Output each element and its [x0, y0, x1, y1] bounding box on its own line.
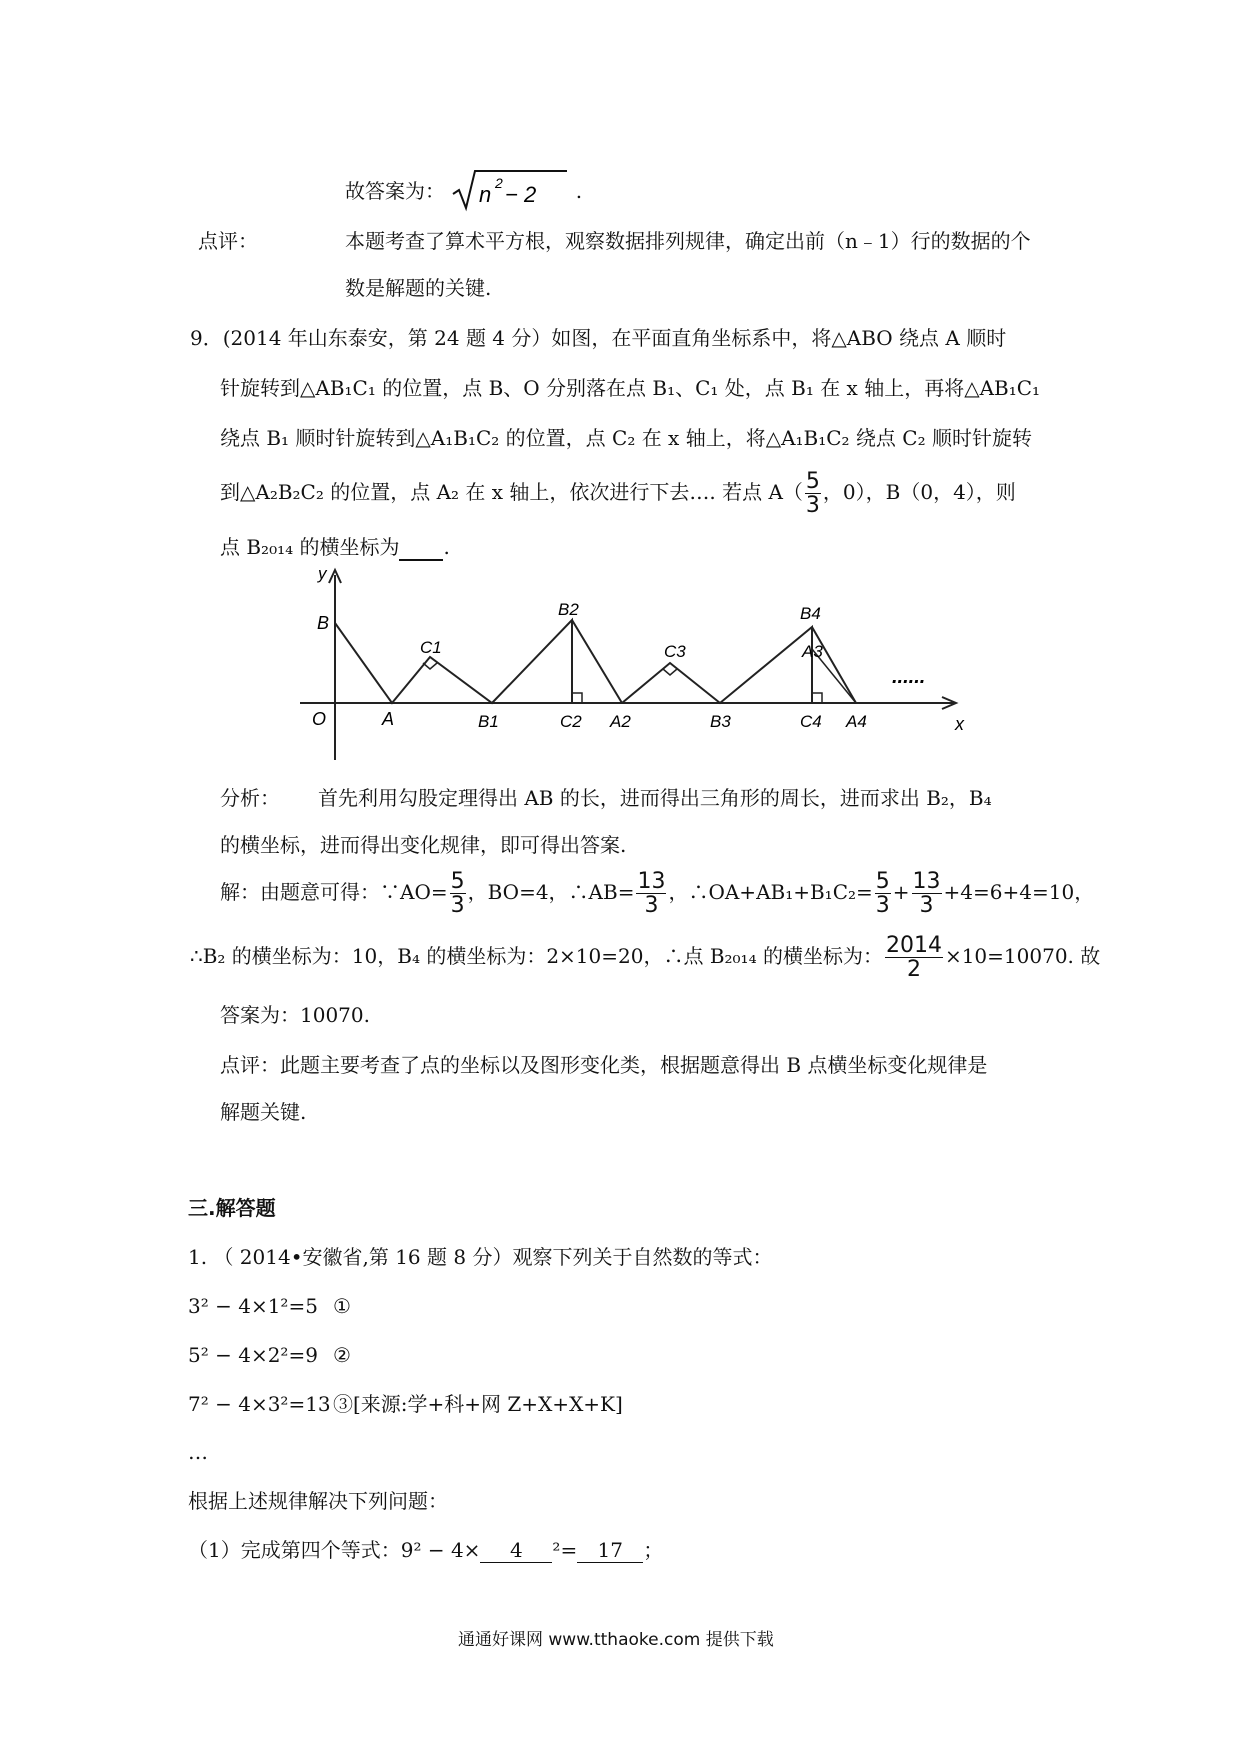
sol-s2b: ×10=10070. 故 — [944, 944, 1101, 969]
label-O: O — [312, 709, 327, 729]
answer-line — [345, 168, 582, 217]
q9-line4-b: ，0），B（0，4），则 — [822, 480, 1016, 505]
q9-line4-a: 到△A₂B₂C₂ 的位置，点 A₂ 在 x 轴上，依次进行下去…. 若点 A（ — [220, 480, 803, 505]
frac-num: 5 — [805, 469, 820, 494]
page-footer: 通通好课网 www.tthaoke.com 提供下载 — [458, 1630, 774, 1650]
q9-line5-end: . — [443, 535, 450, 559]
frac-num: 2014 — [885, 933, 942, 958]
answer-prefix: 故答案为： — [345, 179, 445, 203]
label-C2: C2 — [560, 712, 582, 731]
part1-b: ²= — [552, 1538, 578, 1562]
sqrt-exp: 2 — [495, 175, 504, 191]
frac-den: 3 — [919, 893, 934, 919]
frac-den: 2 — [906, 957, 921, 983]
label-A: A — [382, 709, 395, 729]
frac-ao — [450, 870, 466, 917]
label-C1: C1 — [420, 638, 442, 657]
ellipsis-line: … — [188, 1440, 208, 1464]
frac-den: 3 — [875, 893, 890, 919]
y-axis-label: y — [318, 565, 327, 583]
q9-line5-text: 点 B₂₀₁₄ 的横坐标为 — [220, 535, 400, 559]
analysis-line2: 的横坐标，进而得出变化规律，即可得出答案. — [220, 833, 627, 857]
frac-ab — [636, 870, 666, 917]
review8-line1: 本题考查了算术平方根，观察数据排列规律，确定出前（n﹣1）行的数据的个 — [345, 229, 1031, 253]
label-A4: A4 — [846, 712, 867, 731]
sqrt-sign — [451, 168, 569, 212]
sqrt-radicand: n — [479, 182, 492, 207]
right-angle-c3 — [663, 669, 677, 675]
frac-oa — [875, 870, 891, 917]
label-C3: C3 — [664, 642, 686, 661]
q1-stem: 1. （ 2014•安徽省,第 16 题 8 分）观察下列关于自然数的等式： — [188, 1245, 773, 1269]
frac-num: 13 — [912, 869, 941, 894]
label-B3: B3 — [710, 712, 731, 731]
section-heading: 三.解答题 — [188, 1196, 276, 1220]
label-B: B — [317, 613, 330, 633]
triangle-chain-2 — [622, 627, 812, 703]
sol-s1a: 解：由题意可得：∵AO= — [220, 880, 448, 905]
frac-den: 3 — [450, 893, 465, 919]
part1 — [188, 1538, 663, 1563]
frac-ab1 — [912, 870, 942, 917]
analysis-label: 分析： — [220, 786, 280, 810]
label-B1: B1 — [478, 712, 499, 731]
fraction-5-3 — [805, 470, 821, 517]
part1-c: ； — [643, 1538, 664, 1562]
sol-plus: + — [892, 880, 910, 905]
label-A2: A2 — [610, 712, 631, 731]
part1-a: （1）完成第四个等式：9² − 4× — [188, 1538, 481, 1562]
fill-blank-2: 17 — [577, 1538, 643, 1563]
review9-line1: 点评：此题主要考查了点的坐标以及图形变化类，根据题意得出 B 点横坐标变化规律是 — [220, 1053, 988, 1077]
answer-suffix: . — [575, 179, 583, 203]
edge-b2-a2 — [572, 620, 622, 703]
instruction: 根据上述规律解决下列问题： — [188, 1489, 448, 1513]
right-angle-c2 — [572, 693, 582, 703]
equation-1: 3² − 4×1²=5 — [188, 1294, 318, 1318]
q9-line4 — [220, 470, 1016, 517]
label-C4: C4 — [800, 712, 822, 731]
sol-s1d: +4=6+4=10， — [943, 880, 1095, 905]
label-B4: B4 — [800, 604, 821, 623]
right-angle-c4 — [812, 693, 822, 703]
review8-label: 点评： — [198, 229, 258, 253]
review9-line2: 解题关键. — [220, 1100, 307, 1124]
q9-line5 — [220, 535, 450, 561]
right-angle-c1 — [423, 663, 437, 669]
review8-line2: 数是解题的关键. — [345, 276, 492, 300]
solution-line3: 答案为：10070. — [220, 1003, 370, 1027]
label-B2: B2 — [558, 600, 579, 619]
equation-2: 5² − 4×2²=9 — [188, 1343, 318, 1367]
equation-2-mark: ② — [333, 1343, 351, 1367]
solution-line1 — [220, 870, 1094, 917]
ellipsis: ...... — [892, 666, 926, 688]
answer-blank — [399, 535, 443, 561]
frac-den: 3 — [644, 893, 659, 919]
sol-s1b: ，BO=4，∴AB= — [467, 880, 635, 905]
q9-line1: 9．(2014 年山东泰安，第 24 题 4 分）如图，在平面直角坐标系中，将△ABO 绕点 A 顺时 — [190, 326, 1007, 350]
x-axis-label: x — [955, 714, 964, 734]
equation-3-mark: ③[来源:学+科+网 Z+X+X+K] — [333, 1392, 623, 1416]
analysis-line1: 首先利用勾股定理得出 AB 的长，进而得出三角形的周长，进而求出 B₂，B₄ — [318, 786, 992, 810]
sqrt-expression — [451, 168, 569, 217]
q9-line3: 绕点 B₁ 顺时针旋转到△A₁B₁C₂ 的位置，点 C₂ 在 x 轴上，将△A₁B₁C₂ 绕点 C₂ 顺时针旋转 — [220, 426, 1032, 450]
equation-1-mark: ① — [333, 1294, 351, 1318]
sqrt-minus: − 2 — [505, 182, 537, 207]
frac-num: 5 — [875, 869, 890, 894]
solution-line2 — [190, 934, 1100, 981]
sol-s1c: ，∴OA+AB₁+B₁C₂= — [668, 880, 873, 905]
frac-num: 13 — [637, 869, 666, 894]
frac-2014 — [885, 934, 943, 981]
fill-blank-1: 4 — [480, 1538, 552, 1563]
frac-den: 3 — [805, 493, 820, 519]
label-A3: A3 — [802, 642, 823, 661]
rotation-figure — [290, 565, 1000, 765]
edge-b4-a4 — [812, 627, 856, 703]
sol-s2a: ∴B₂ 的横坐标为：10，B₄ 的横坐标为：2×10=20，∴点 B₂₀₁₄ 的横坐标为： — [190, 944, 883, 969]
frac-num: 5 — [450, 869, 465, 894]
q9-line2: 针旋转到△AB₁C₁ 的位置，点 B、O 分别落在点 B₁、C₁ 处，点 B₁ 在 x 轴上，再将△AB₁C₁ — [220, 376, 1041, 400]
equation-3: 7² − 4×3²=13 — [188, 1392, 331, 1416]
